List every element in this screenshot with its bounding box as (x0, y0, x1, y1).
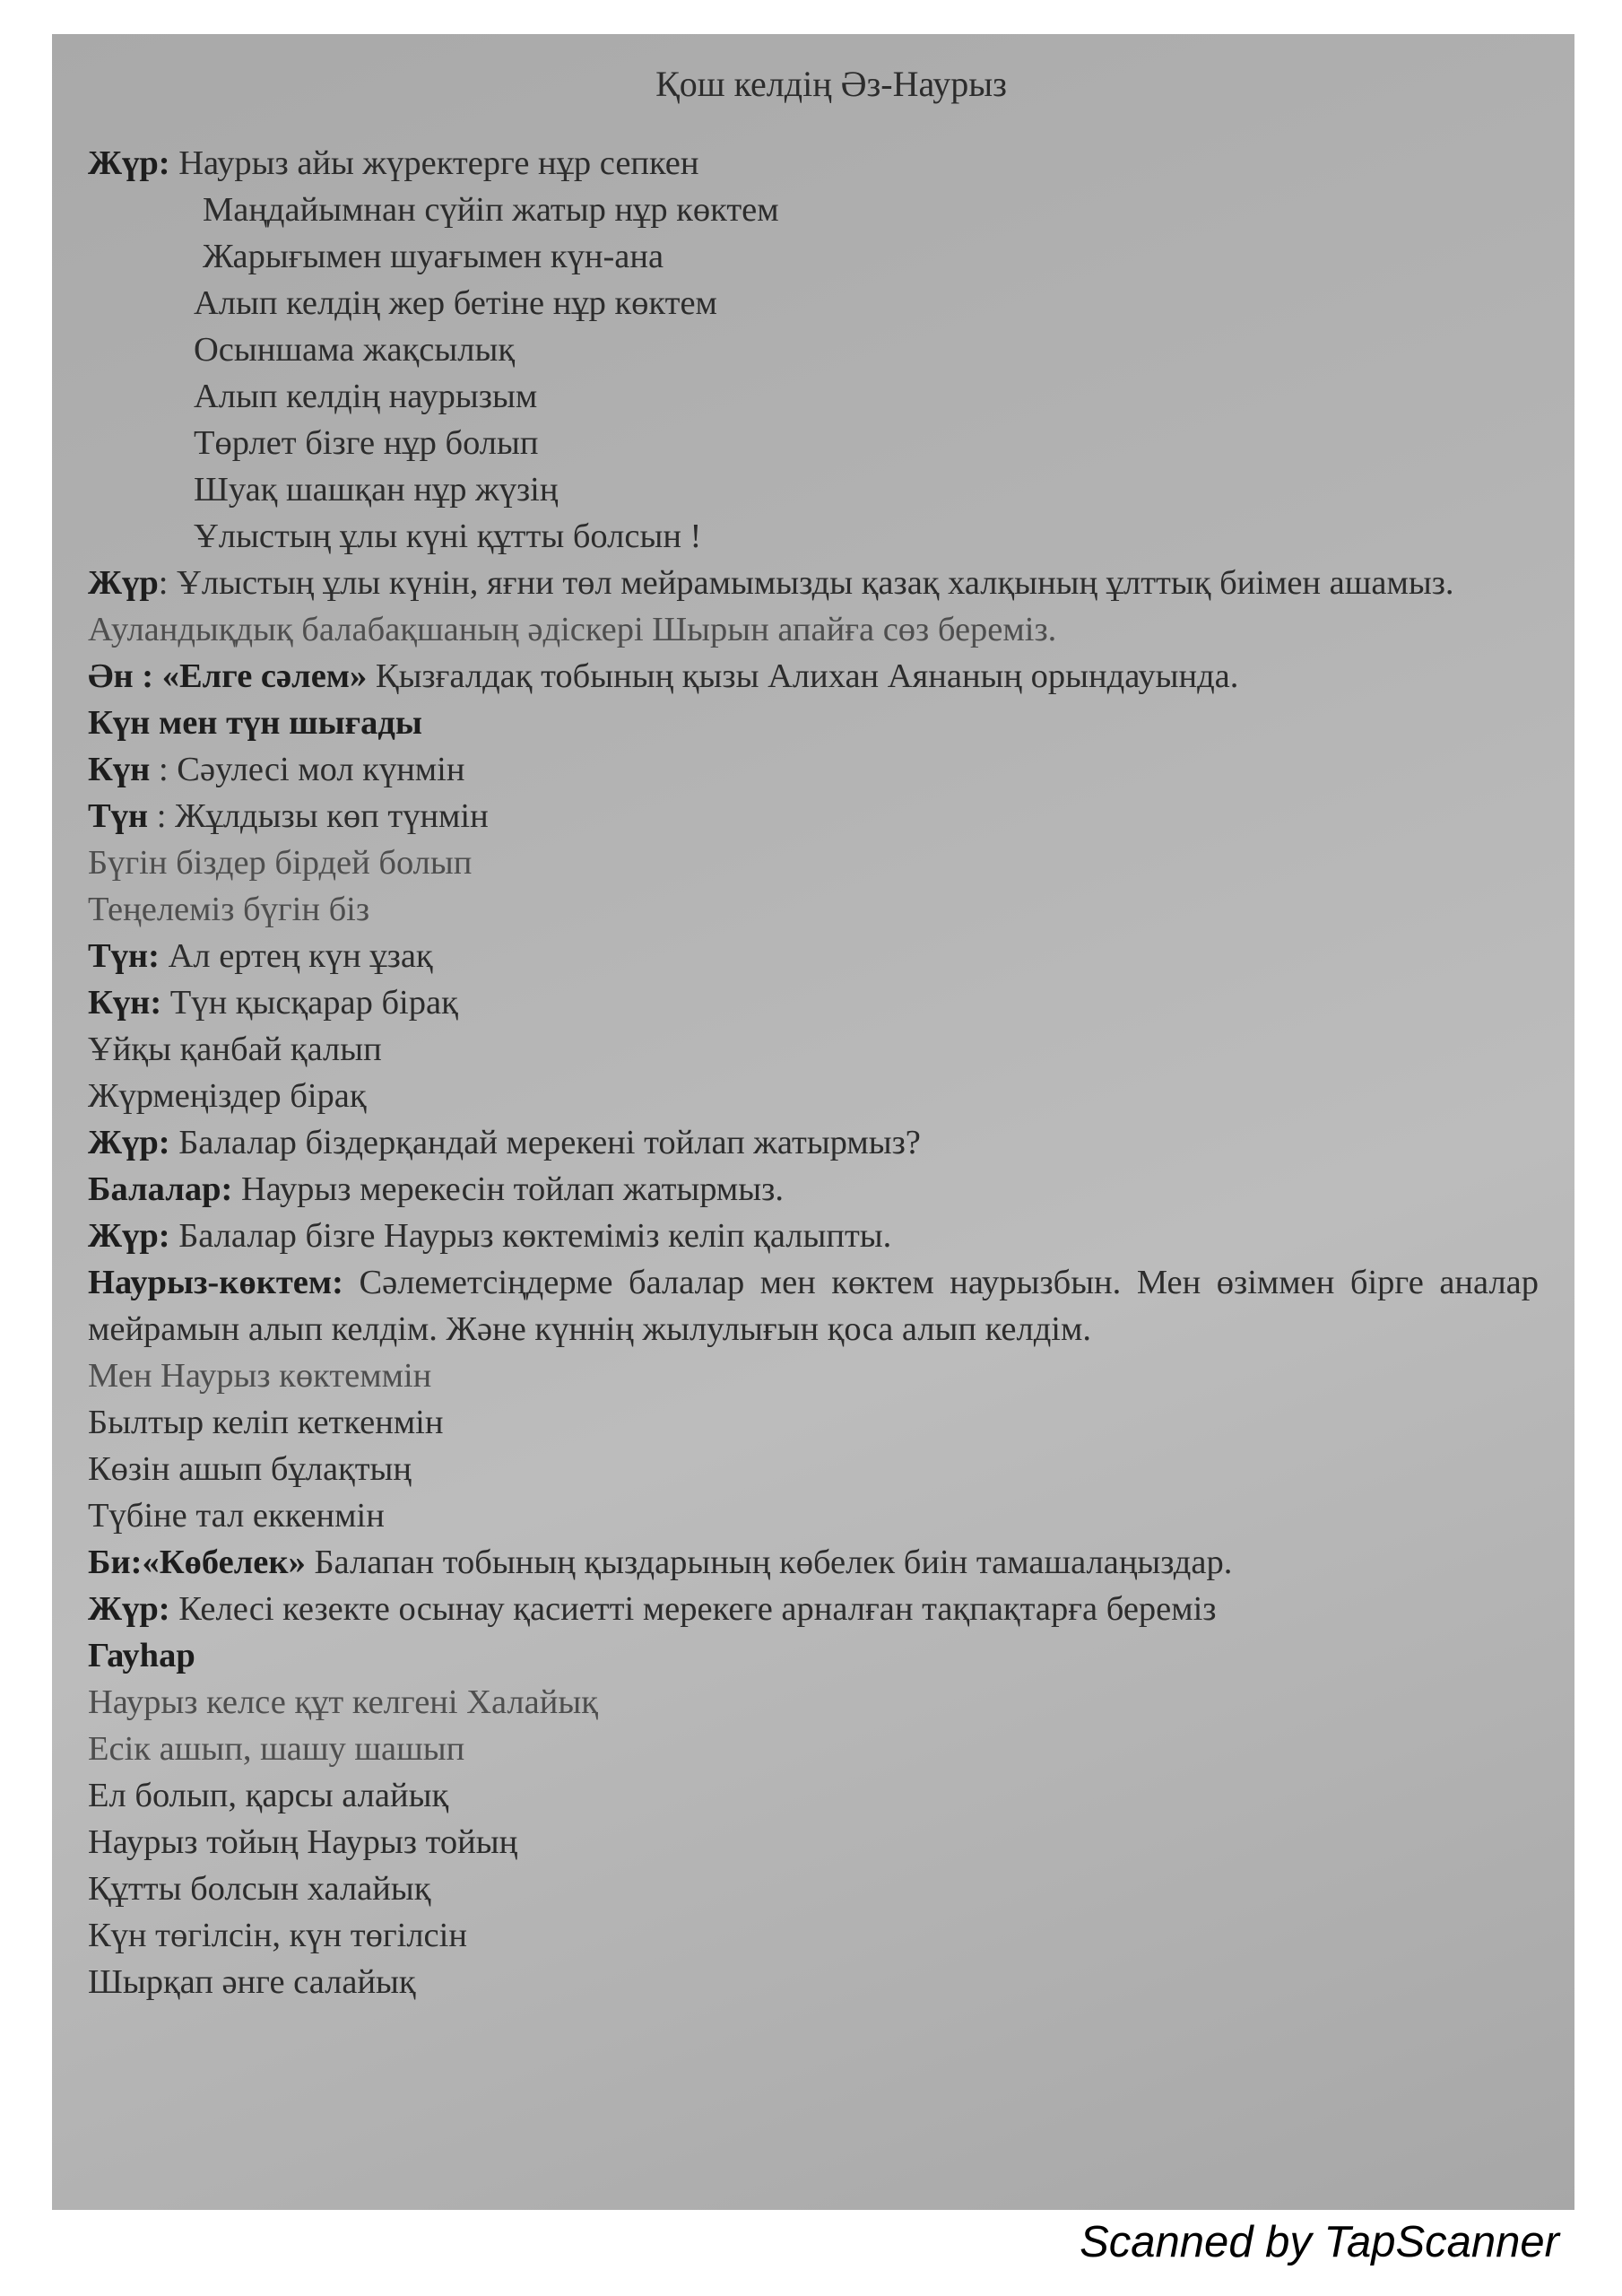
dialog-line (88, 793, 1539, 839)
paragraph-spring (88, 1259, 1539, 1352)
speaker-label: Түн (88, 797, 149, 835)
section-heading: Күн мен түн шығады (88, 704, 422, 742)
speaker-label: Наурыз-көктем: (88, 1264, 343, 1301)
speaker-label: Балалар: (88, 1170, 233, 1208)
dialog-text: : Сәулесі мол күнмін (150, 751, 465, 788)
scanned-page (52, 34, 1574, 2210)
scanner-watermark: Scanned by TapScanner (1080, 2218, 1559, 2266)
speaker-label: Жүр: (88, 1217, 170, 1255)
dialog-line (88, 886, 1539, 933)
poem-line: Есік ашып, шашу шашып (88, 1730, 465, 1768)
poem-line: Түбіне тал еккенмін (88, 1497, 385, 1535)
poem-line: Көзін ашып бұлақтың (88, 1450, 412, 1488)
opening-first-line (88, 140, 1539, 187)
document-title: Қош келдің Әз-Наурыз (655, 64, 1007, 104)
poem-line: Ұлыстың ұлы күні құтты болсын ! (194, 517, 702, 555)
poem-line: Наурыз тойың Наурыз тойың (88, 1823, 518, 1861)
dialog-text: Бүгін біздер бірдей болып (88, 844, 473, 882)
paragraph-text: Сәлеметсіңдерме балалар мен көктем наурызбын. Мен өзіммен бірге аналар мейрамын алып келдім. Және күннің жылулығын қоса алып келдім. (88, 1264, 1539, 1348)
paragraph-opening-dance (88, 560, 1539, 606)
dialog-line (88, 839, 1539, 886)
dialog-text: Балалар бізге Наурыз көктеміміз келіп қалыпты. (169, 1217, 892, 1255)
host-text: Келесі кезекте осынау қасиетті мерекеге арналған тақпақтарға береміз (169, 1590, 1217, 1628)
speaker-label: Жүр: (88, 1124, 170, 1161)
performer-name: Гауһар (88, 1637, 195, 1674)
speaker-label: Жүр: (88, 1590, 170, 1628)
dialog-text: : Жұлдызы көп түнмін (148, 797, 489, 835)
poem-line: Жарығымен шуағымен күн-ана (203, 238, 664, 275)
dialog-text: Түн қысқарар бірақ (161, 984, 458, 1022)
speaker-label: Түн: (88, 937, 160, 975)
poem-line: Шуақ шашқан нұр жүзің (194, 471, 559, 509)
dialog-text: Ұйқы қанбай қалып (88, 1031, 382, 1068)
dialog-text: Теңелеміз бүгін біз (88, 891, 370, 928)
speaker-label: Жүр (88, 564, 159, 602)
dance-text: Балапан тобының қыздарының көбелек биін тамашалаңыздар. (305, 1544, 1233, 1581)
speaker-label: Күн (88, 751, 151, 788)
poem-line: Осыншама жақсылық (194, 331, 516, 369)
paragraph-song (88, 653, 1539, 700)
poem-line: Ел болып, қарсы алайық (88, 1777, 449, 1814)
paragraph-text: : Ұлыстың ұлы күнін, яғни төл мейрамымызды қазақ халқының ұлттық биімен ашамыз. (158, 564, 1454, 602)
dialog-text: Наурыз мерекесін тойлап жатырмыз. (232, 1170, 784, 1208)
poem-line: Күн төгілсін, күн төгілсін (88, 1917, 467, 1954)
poem-line: Былтыр келіп кеткенмін (88, 1404, 444, 1441)
dialog-line (88, 1166, 1539, 1213)
poem-line: Төрлет бізге нұр болып (194, 424, 539, 462)
dialog-text: Балалар біздерқандай мерекені тойлап жатырмыз? (169, 1124, 921, 1161)
host-line (88, 1586, 1539, 1632)
poem-line: Маңдайымнан сүйіп жатыр нұр көктем (203, 191, 779, 229)
paragraph-methodist: Ауландықдық балабақшаның әдіскері Шырын апайға сөз береміз. (88, 611, 1057, 648)
poem-line: Алып келдің наурызым (194, 378, 538, 415)
dance-line (88, 1539, 1539, 1586)
speaker-label: Күн: (88, 984, 162, 1022)
opening-text: Наурыз айы жүректерге нұр сепкен (178, 144, 699, 182)
poem-line: Алып келдің жер бетіне нұр көктем (194, 284, 717, 322)
dance-label: Би:«Көбелек» (88, 1544, 306, 1581)
document-body (88, 39, 1539, 2210)
dialog-text: Жүрмеңіздер бірақ (88, 1077, 367, 1115)
speaker-label: Жүр: (88, 144, 170, 182)
song-label: Ән : «Елге сәлем» (88, 657, 368, 695)
poem-line: Наурыз келсе құт келгені Халайық (88, 1683, 598, 1721)
dialog-line (88, 746, 1539, 793)
dialog-line (88, 933, 1539, 979)
poem-line: Құтты болсын халайық (88, 1870, 431, 1908)
dialog-text: Ал ертең күн ұзақ (159, 937, 433, 975)
poem-line: Мен Наурыз көктеммін (88, 1357, 432, 1395)
paragraph-text: Қызғалдақ тобының қызы Алихан Аянаның орындауында. (375, 657, 1239, 695)
dialog-line (88, 1073, 1539, 1119)
dialog-line (88, 1119, 1539, 1166)
dialog-line (88, 1026, 1539, 1073)
poem-line: Шырқап әнге салайық (88, 1963, 416, 2001)
dialog-line (88, 1213, 1539, 1259)
dialog-line (88, 979, 1539, 1026)
